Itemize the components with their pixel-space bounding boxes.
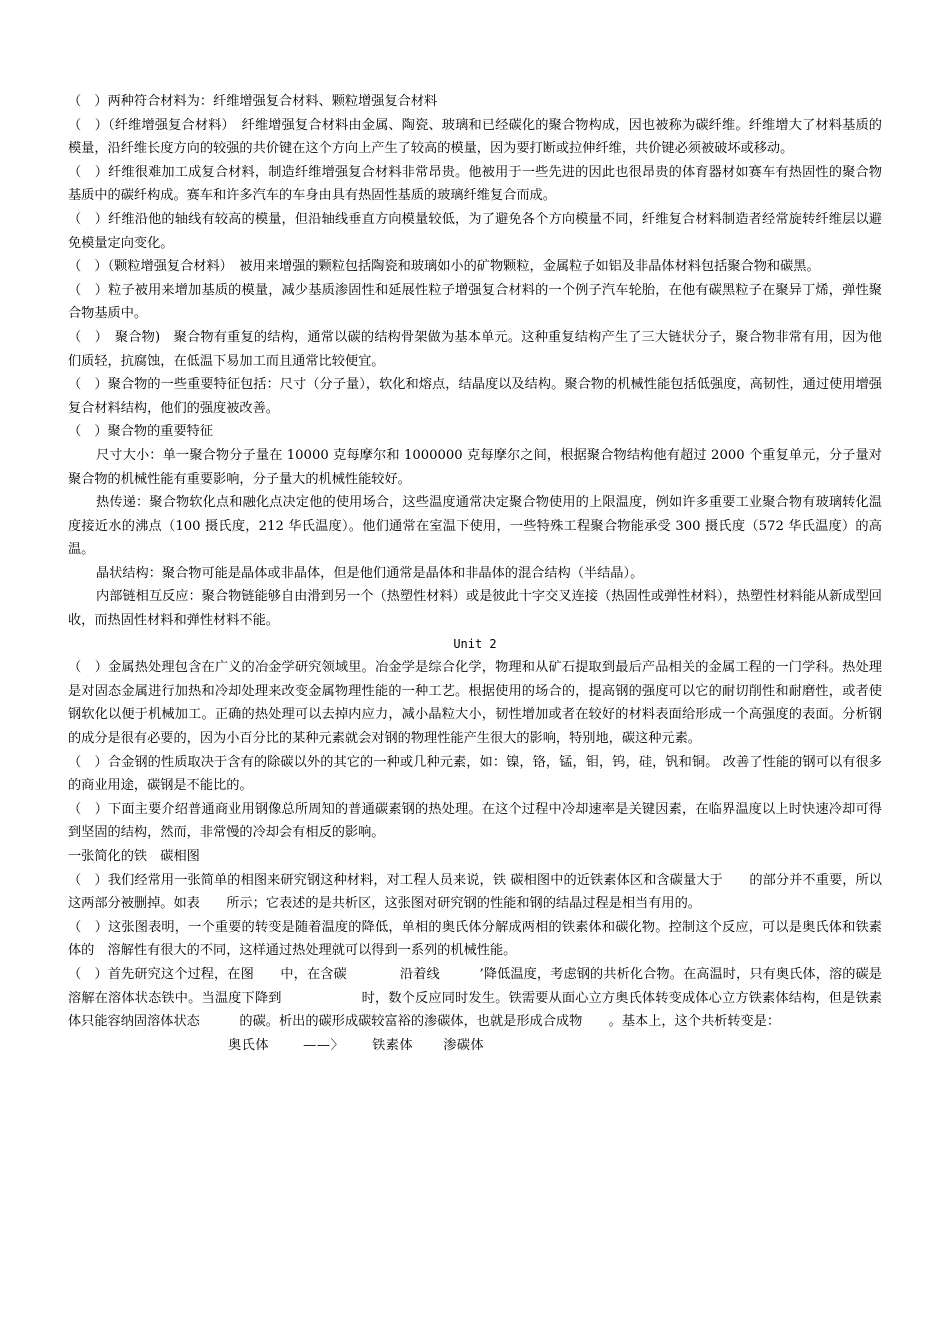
indented-paragraph: 尺寸大小：单一聚合物分子量在 10000 克每摩尔和 1000000 克每摩尔之间，根据聚合物结构他有超过 2000 个重复单元，分子量对聚合物的机械性能有重要影响，分子量大的机械性能较好。 [68,447,882,487]
formula-austenite: 奥氏体 [228,1037,270,1053]
paragraph: （ ）这张图表明，一个重要的转变是随着温度的降低，单相的奥氏体分解成两相的铁素体和碳化物。控制这个反应，可以是奥氏体和铁素体的 溶解性有很大的不同，这样通过热处理就可以得到一系列的机械性能。 [68,919,882,959]
paragraph: （ ）首先研究这个过程，在图 中，在含碳 沿着线 ’降低温度，考虑钢的共析化合物。在高温时，只有奥氏体，溶的碳是溶解在溶体状态铁中。当温度下降到 时，数个反应同时发生。铁需要从面心立方奥氏体转变成体心立方铁素体结构，但是铁素体只能容纳固溶体状态 的碳。析出的碳形成碳较富裕的渗碳体，也就是形成合成物 。基本上，这个共析转变是： [68,966,882,1030]
paragraph: （ ）纤维很难加工成复合材料，制造纤维增强复合材料非常昂贵。他被用于一些先进的因此也很昂贵的体育器材如赛车有热固性的聚合物基质中的碳纤构成。赛车和许多汽车的车身由具有热固性基质的玻璃纤维复合而成。 [68,164,882,204]
indented-paragraph: 内部链相互反应：聚合物链能够自由滑到另一个（热塑性材料）或是彼此十字交叉连接（热固性或弹性材料），热塑性材料能从新成型回收，而热固性材料和弹性材料不能。 [68,589,882,629]
paragraph: （ ）我们经常用一张简单的相图来研究钢这种材料，对工程人员来说，铁 碳相图中的近铁素体区和含碳量大于 的部分并不重要，所以这两部分被删掉。如表 所示；它表述的是共析区，这张图对研究钢的性能和钢的结晶过程是相当有用的。 [68,872,882,912]
paragraph: （ ）粒子被用来增加基质的模量，减少基质渗固性和延展性粒子增强复合材料的一个例子汽车轮胎，在他有碳黑粒子在聚异丁烯，弹性聚合物基质中。 [68,282,882,322]
formula-cementite: 渗碳体 [443,1037,485,1053]
paragraph: （ ）聚合物的一些重要特征包括：尺寸（分子量），软化和熔点，结晶度以及结构。聚合物的机械性能包括低强度，高韧性，通过使用增强复合材料结构，他们的强度被改善。 [68,377,882,416]
reaction-formula [68,1034,882,1058]
paragraph: （ ）（纤维增强复合材料） 纤维增强复合材料由金属、陶瓷、玻璃和已经碳化的聚合物构成，因也被称为碳纤维。纤维增大了材料基质的模量，沿纤维长度方向的较强的共价键在这个方向上产生了较高的模量，因为要打断或拉伸纤维，共价键必须被破坏或移动。 [68,117,882,157]
paragraph: （ ）下面主要介绍普通商业用钢像总所周知的普通碳素钢的热处理。在这个过程中冷却速率是关键因素，在临界温度以上时快速冷却可得到坚固的结构，然而，非常慢的冷却会有相反的影响。 [68,801,882,841]
paragraph: （ ）金属热处理包含在广义的冶金学研究领域里。冶金学是综合化学，物理和从矿石提取到最后产品相关的金属工程的一门学科。热处理是对固态金属进行加热和冷却处理来改变金属物理性能的一种工艺。根据使用的场合的，提高钢的强度可以它的耐切削性和耐磨性，或者使钢软化以便于机械加工。正确的热处理可以去掉内应力，减小晶粒大小，韧性增加或者在较好的材料表面给形成一个高强度的表面。分析钢的成分是很有必要的，因为小百分比的某种元素就会对钢的物理性能产生很大的影响，特别地，碳这种元素。 [68,660,882,747]
paragraph: （ ） 聚合物) 聚合物有重复的结构，通常以碳的结构骨架做为基本单元。这种重复结构产生了三大链状分子，聚合物非常有用，因为他们质轻，抗腐蚀，在低温下易加工而且通常比较便宜。 [68,329,882,369]
document-page [68,90,882,1057]
paragraph: （ ）聚合物的重要特征 [68,424,214,440]
formula-arrow: ——〉 [303,1037,345,1053]
indented-paragraph: 晶状结构：聚合物可能是晶体或非晶体，但是他们通常是晶体和非晶体的混合结构（半结晶）。 [96,565,644,581]
indented-paragraph: 热传递：聚合物软化点和融化点决定他的使用场合，这些温度通常决定聚合物使用的上限温度，例如许多重要工业聚合物有玻璃转化温度接近水的沸点（100 摄氏度，212 华氏温度）。他们通常在室温下使用，一些特殊工程聚合物能承受 300 摄氏度（572 华氏温度）的高温。 [68,495,882,558]
unit-heading: Unit 2 [453,636,564,651]
paragraph: （ ）纤维沿他的轴线有较高的模量，但沿轴线垂直方向模量较低，为了避免各个方向模量不同，纤维复合材料制造者经常旋转纤维层以避免模量定向变化。 [68,211,882,251]
paragraph: （ ）（颗粒增强复合材料） 被用来增强的颗粒包括陶瓷和玻璃如小的矿物颗粒，金属粒子如铝及非晶体材料包括聚合物和碳黑。 [68,259,820,275]
section-heading: 一张简化的铁 碳相图 [68,849,200,864]
formula-ferrite: 铁素体 [372,1037,414,1053]
paragraph: （ ）两种符合材料为：纤维增强复合材料、颗粒增强复合材料 [68,94,438,109]
paragraph: （ ）合金钢的性质取决于含有的除碳以外的其它的一种或几种元素，如：镍，铬，锰，钼，钨，硅，钒和铜。 改善了性能的钢可以有很多的商业用途，碳钢是不能比的。 [68,754,882,794]
